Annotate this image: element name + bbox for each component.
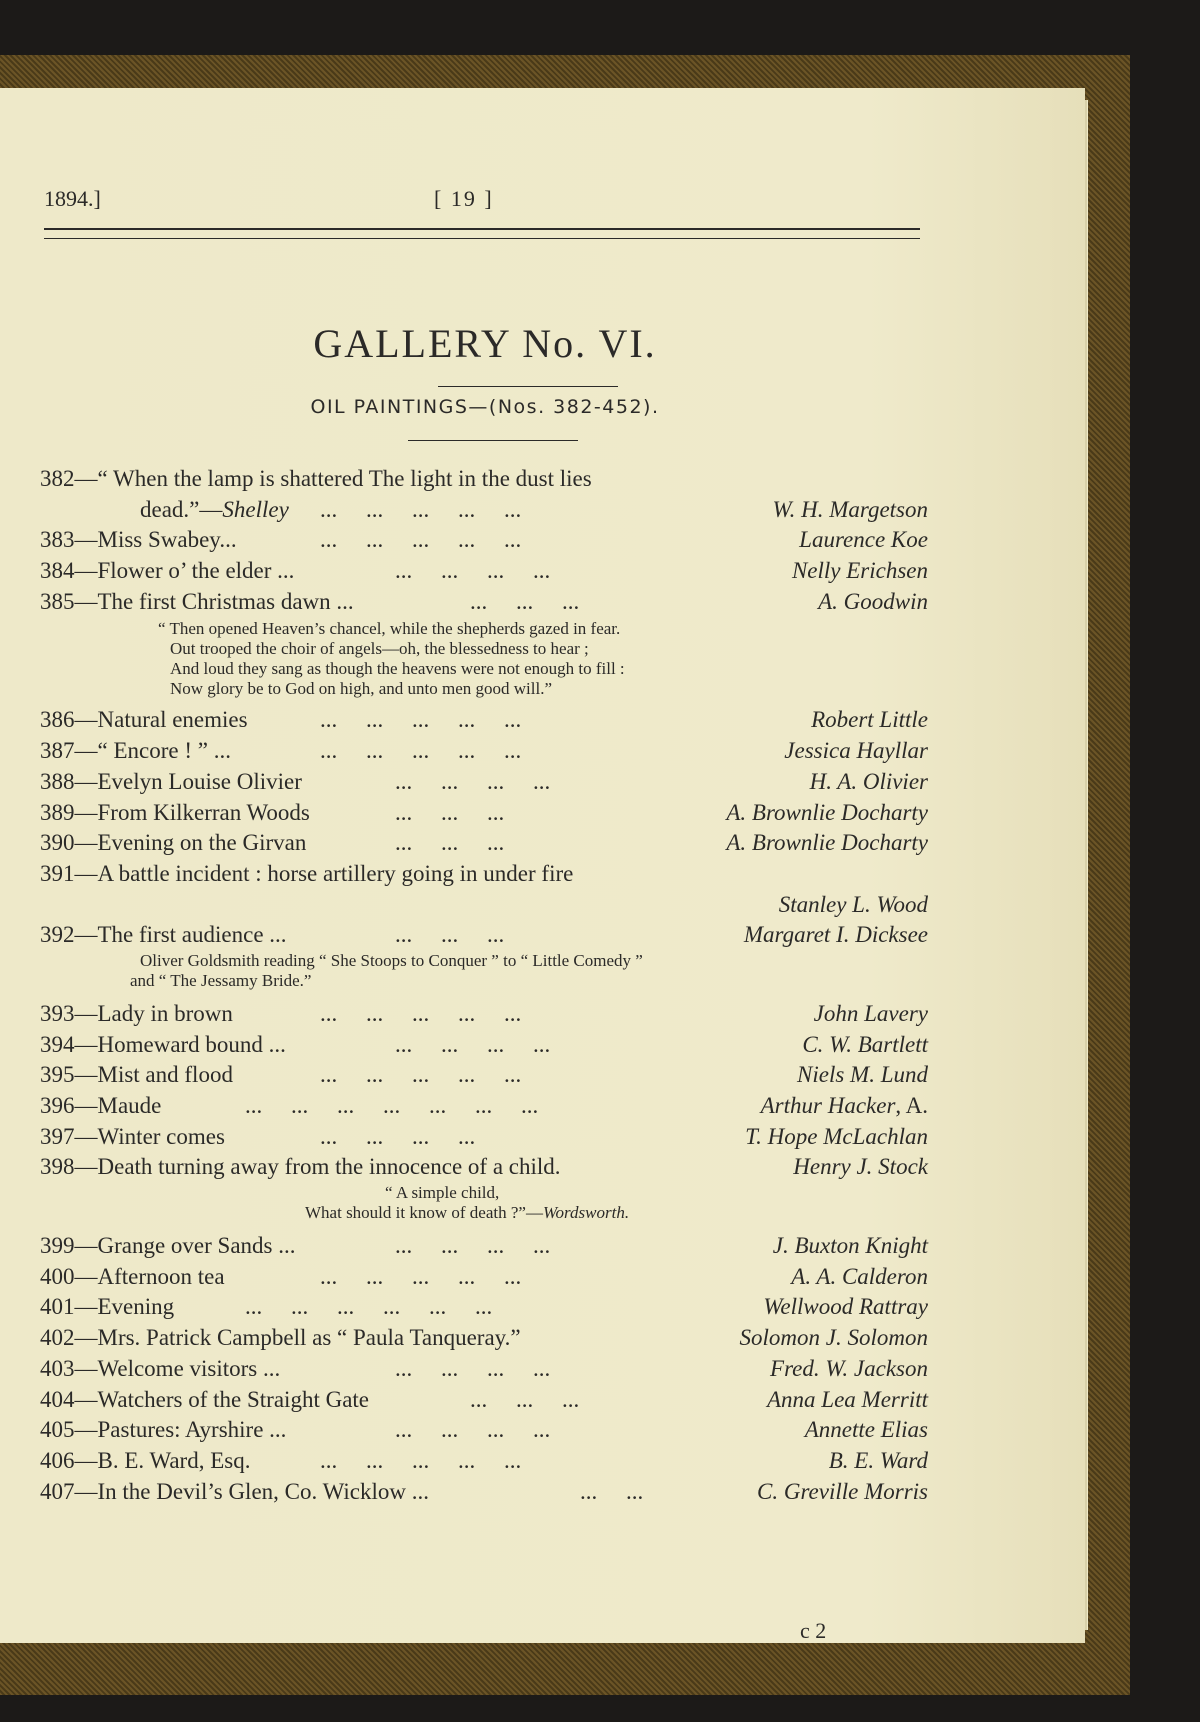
entry-artist: John Lavery (813, 1000, 928, 1026)
leader-dots: ... ... ... ... ... ... (245, 1294, 493, 1320)
entry-title: 397—Winter comes (40, 1123, 225, 1149)
catalogue-entry-401 (40, 1292, 930, 1323)
entry-artist: Wellwood Rattray (763, 1294, 928, 1320)
catalogue-entry-394 (40, 1030, 930, 1061)
book-page (0, 88, 1085, 1643)
entry-artist: A. Brownlie Docharty (726, 830, 928, 856)
entry-artist: Niels M. Lund (797, 1062, 928, 1088)
leader-dots: ... ... ... ... ... (320, 1062, 522, 1088)
entry-artist: Laurence Koe (799, 527, 928, 553)
epigraph-line: Now glory be to God on high, and unto men good will.” (170, 679, 552, 699)
entry-artist: B. E. Ward (828, 1447, 928, 1473)
entry-artist: Fred. W. Jackson (770, 1355, 928, 1381)
catalogue-entry-398 (40, 1152, 930, 1183)
epigraph-line: What should it know of death ?”—Wordsworth. (305, 1203, 630, 1223)
leader-dots: ... ... ... ... ... (320, 1263, 522, 1289)
catalogue-entry-392 (40, 920, 930, 951)
entry-title: 382—“ When the lamp is shattered The light in the dust lies (40, 466, 592, 491)
entry-artist: Robert Little (811, 707, 928, 733)
signature-mark: c 2 (800, 1618, 827, 1643)
entry-title: 393—Lady in brown (40, 1000, 233, 1026)
entry-title: 401—Evening (40, 1294, 175, 1320)
catalogue-entry-382-cont (40, 495, 930, 526)
leader-dots: ... ... ... (395, 830, 505, 856)
leader-dots: ... ... ... (470, 1386, 580, 1412)
entry-artist: A. Brownlie Docharty (726, 799, 928, 825)
epigraph-392 (130, 951, 930, 991)
entry-title: 400—Afternoon tea (40, 1263, 225, 1289)
entry-title: 385—The first Christmas dawn ... (40, 588, 354, 614)
header-rule (44, 228, 920, 239)
entry-artist: Annette Elias (804, 1417, 928, 1443)
entry-artist: T. Hope McLachlan (745, 1123, 928, 1149)
catalogue-entry-396 (40, 1091, 930, 1122)
leader-dots: ... ... ... ... (395, 558, 551, 584)
entry-title: 383—Miss Swabey... (40, 527, 237, 553)
entry-title-cont: dead.”—Shelley (140, 496, 289, 522)
leader-dots: ... ... ... ... ... (320, 496, 522, 522)
leader-dots: ... ... ... ... ... (320, 707, 522, 733)
leader-dots: ... ... ... (470, 588, 580, 614)
entry-title: 406—B. E. Ward, Esq. (40, 1447, 251, 1473)
entry-title: 391—A battle incident : horse artillery going in under fire (40, 860, 574, 886)
catalogue-entry-384 (40, 556, 930, 587)
leader-dots: ... ... ... ... ... (320, 738, 522, 764)
catalogue-entry-387 (40, 736, 930, 767)
entry-title: 389—From Kilkerran Woods (40, 799, 310, 825)
leader-dots: ... ... ... ... (395, 1233, 551, 1259)
entry-artist: C. W. Bartlett (802, 1031, 928, 1057)
catalogue-entry-395 (40, 1060, 930, 1091)
epigraph-line: Oliver Goldsmith reading “ She Stoops to Conquer ” to “ Little Comedy ” (140, 950, 643, 970)
leader-dots: ... ... ... ... (320, 1123, 476, 1149)
catalogue-entry-405 (40, 1415, 930, 1446)
entry-title: 399—Grange over Sands ... (40, 1233, 296, 1259)
section-heading: OIL PAINTINGS—(Nos. 382-452). (310, 396, 660, 418)
leader-dots: ... ... ... ... (395, 768, 551, 794)
leader-dots: ... ... ... (395, 922, 505, 948)
entry-title: 398—Death turning away from the innocence of a child. (40, 1154, 561, 1180)
gallery-title: GALLERY No. VI. (313, 321, 657, 366)
epigraph-line: “ Then opened Heaven’s chancel, while the shepherds gazed in fear. (158, 619, 621, 639)
section-rule (408, 440, 578, 441)
entry-title: 394—Homeward bound ... (40, 1031, 286, 1057)
epigraph-385 (158, 619, 930, 699)
entry-title: 407—In the Devil’s Glen, Co. Wicklow ... (40, 1478, 429, 1504)
leader-dots: ... ... ... ... ... ... ... (245, 1093, 539, 1118)
catalogue-entry-391-cont (40, 890, 930, 921)
epigraph-line: And loud they sang as though the heavens were not enough to fill : (170, 659, 625, 679)
catalogue-entry-383 (40, 525, 930, 556)
entry-title: 404—Watchers of the Straight Gate (40, 1386, 369, 1412)
entry-artist: C. Greville Morris (757, 1478, 928, 1504)
leader-dots: ... ... ... ... (395, 1355, 551, 1381)
entry-title: 384—Flower o’ the elder ... (40, 558, 295, 584)
catalogue-entry-390 (40, 828, 930, 859)
epigraph-398 (305, 1183, 930, 1223)
entry-artist: Jessica Hayllar (784, 738, 928, 764)
catalogue-entries (40, 464, 930, 1507)
catalogue-entry-400 (40, 1262, 930, 1293)
entry-title: 388—Evelyn Louise Olivier (40, 768, 302, 794)
catalogue-entry-399 (40, 1231, 930, 1262)
entry-artist: Arthur Hacker, A. (760, 1093, 928, 1118)
catalogue-entry-402 (40, 1323, 930, 1354)
leader-dots: ... ... ... (395, 799, 505, 825)
entry-title: 395—Mist and flood (40, 1062, 233, 1088)
entry-title: 396—Maude (40, 1093, 162, 1118)
entry-title: 392—The first audience ... (40, 922, 287, 948)
entry-title: 386—Natural enemies (40, 707, 248, 733)
entry-title: 403—Welcome visitors ... (40, 1355, 281, 1381)
catalogue-entry-404 (40, 1385, 930, 1416)
epigraph-line: and “ The Jessamy Bride.” (130, 970, 312, 990)
leader-dots: ... ... ... ... (395, 1417, 551, 1443)
entry-title: 390—Evening on the Girvan (40, 830, 307, 856)
entry-artist: W. H. Margetson (772, 496, 928, 522)
leader-dots: ... ... ... ... ... (320, 527, 522, 553)
entry-artist: Nelly Erichsen (791, 558, 928, 584)
catalogue-entry-406 (40, 1446, 930, 1477)
catalogue-entry-397 (40, 1122, 930, 1153)
entry-artist: Stanley L. Wood (778, 891, 928, 917)
leader-dots: ... ... ... ... ... (320, 1000, 522, 1026)
catalogue-entry-386 (40, 705, 930, 736)
page-content (40, 88, 930, 1643)
running-head (44, 186, 924, 226)
entry-artist: Anna Lea Merritt (767, 1386, 928, 1412)
entry-title: 405—Pastures: Ayrshire ... (40, 1417, 287, 1443)
epigraph-line: “ A simple child, (385, 1183, 500, 1203)
entry-artist: Margaret I. Dicksee (743, 922, 928, 948)
entry-artist: J. Buxton Knight (772, 1233, 928, 1259)
title-rule (438, 386, 618, 387)
catalogue-entry-407 (40, 1477, 930, 1508)
entry-artist: Solomon J. Solomon (739, 1325, 928, 1351)
entry-artist: A. Goodwin (818, 588, 928, 614)
leader-dots: ... ... (580, 1478, 644, 1504)
catalogue-entry-382 (40, 464, 930, 495)
catalogue-entry-393 (40, 999, 930, 1030)
running-head-year: 1894.] (44, 186, 101, 211)
epigraph-line: Out trooped the choir of angels—oh, the blessedness to hear ; (170, 639, 589, 659)
entry-title: 387—“ Encore ! ” ... (40, 738, 231, 764)
entry-artist: Henry J. Stock (793, 1154, 928, 1180)
leader-dots: ... ... ... ... (395, 1031, 551, 1057)
catalogue-entry-391 (40, 859, 930, 890)
leader-dots: ... ... ... ... ... (320, 1447, 522, 1473)
entry-artist: H. A. Olivier (809, 768, 928, 794)
catalogue-entry-403 (40, 1354, 930, 1385)
page-number: [ 19 ] (434, 186, 494, 211)
catalogue-entry-388 (40, 767, 930, 798)
entry-artist: A. A. Calderon (791, 1263, 928, 1289)
catalogue-entry-385 (40, 587, 930, 618)
entry-title: 402—Mrs. Patrick Campbell as “ Paula Tanqueray.” (40, 1325, 521, 1351)
catalogue-entry-389 (40, 798, 930, 829)
